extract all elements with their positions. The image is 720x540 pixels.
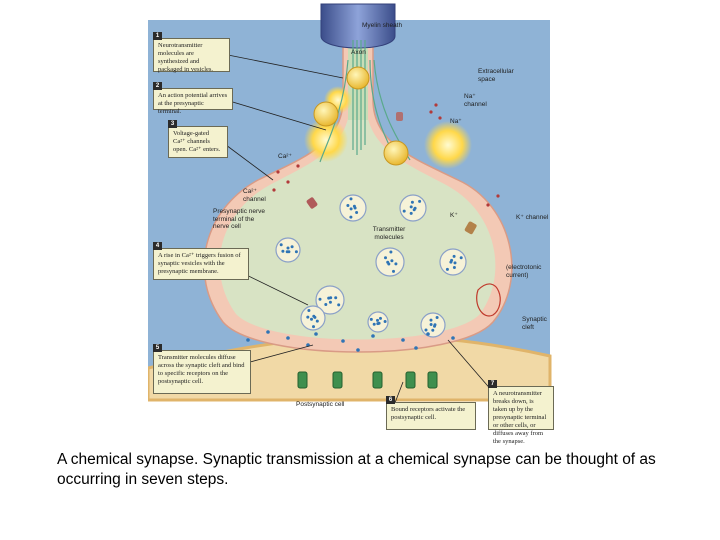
step-number-2: 2 (153, 82, 162, 90)
step-text-7: A neurotransmitter breaks down, is taken up by the presynaptic terminal or other cells, or diffuses away from the synapse. (493, 390, 547, 445)
receptor (373, 372, 382, 388)
step-number-1: 1 (153, 32, 162, 40)
step-box-7 (488, 381, 554, 445)
synaptic-vesicle (276, 238, 300, 262)
axon-label: Axon (351, 49, 366, 56)
receptor (406, 372, 415, 388)
step-number-4: 4 (153, 242, 162, 250)
step-text-3: Voltage-gated Ca²⁺ channels open. Ca²⁺ enters. (173, 130, 221, 153)
synaptic-vesicle (301, 306, 325, 330)
receptor (333, 372, 342, 388)
receptor (298, 372, 307, 388)
synaptic-vesicle (400, 195, 426, 221)
step-box-1 (153, 33, 230, 73)
myelin-sheath-label: Myelin sheath (362, 22, 403, 29)
vesicle-axon-2 (314, 102, 338, 126)
step-box-3 (168, 121, 228, 158)
extracellular-space-label: Extracellular space (478, 68, 514, 83)
k-channel-label: K⁺ channel (516, 214, 549, 221)
ca-ion-label: Ca²⁺ (278, 153, 292, 160)
step-number-7: 7 (488, 380, 497, 388)
transmitter-molecules-label: Transmitter molecules (372, 226, 406, 241)
vesicle-axon-3 (384, 141, 408, 165)
na-ion-label: Na⁺ (450, 118, 462, 125)
step-text-6: Bound receptors activate the postsynaptic cell. (391, 406, 466, 421)
step-box-2 (153, 83, 233, 115)
action-potential-flash-right (424, 121, 472, 169)
synaptic-vesicle (421, 313, 445, 337)
step-text-4: A rise in Ca²⁺ triggers fusion of synaptic vesicles with the presynaptic membrane. (158, 252, 241, 275)
synaptic-vesicle (368, 312, 388, 332)
figure-caption: A chemical synapse. Synaptic transmission at a chemical synapse can be thought of as occurring in seven steps. (57, 451, 656, 488)
step-text-2: An action potential arrives at the presynaptic terminal. (158, 92, 228, 115)
step-number-6: 6 (386, 396, 395, 404)
ca-channel-label: Ca²⁺ channel (243, 188, 266, 203)
step-text-1: Neurotransmitter molecules are synthesized and packaged in vesicles. (158, 42, 214, 73)
electrotonic-current-label: (electrotonic current) (506, 264, 542, 279)
receptor (428, 372, 437, 388)
na-channel-label: Na⁺ channel (464, 93, 487, 108)
synaptic-vesicle (440, 249, 466, 275)
step-box-5 (153, 345, 251, 394)
step-box-4 (153, 243, 249, 280)
synaptic-cleft-label: Synaptic cleft (522, 316, 547, 331)
presynaptic-terminal-label: Presynaptic nerve terminal of the nerve cell (213, 208, 266, 230)
synapse-diagram (148, 0, 558, 445)
synaptic-vesicle (340, 195, 366, 221)
postsynaptic-cell-label: Postsynaptic cell (296, 401, 345, 408)
synaptic-vesicle (376, 248, 404, 276)
step-box-6 (386, 397, 476, 430)
step-number-5: 5 (153, 344, 162, 352)
k-ion-label: K⁺ (450, 212, 458, 219)
step-number-3: 3 (168, 120, 177, 128)
step-text-5: Transmitter molecules diffuse across the synaptic cleft and bind to specific receptors on the postsynaptic cell. (158, 354, 245, 385)
vesicle-axon-1 (347, 67, 369, 89)
na-channel-marker (396, 112, 403, 121)
